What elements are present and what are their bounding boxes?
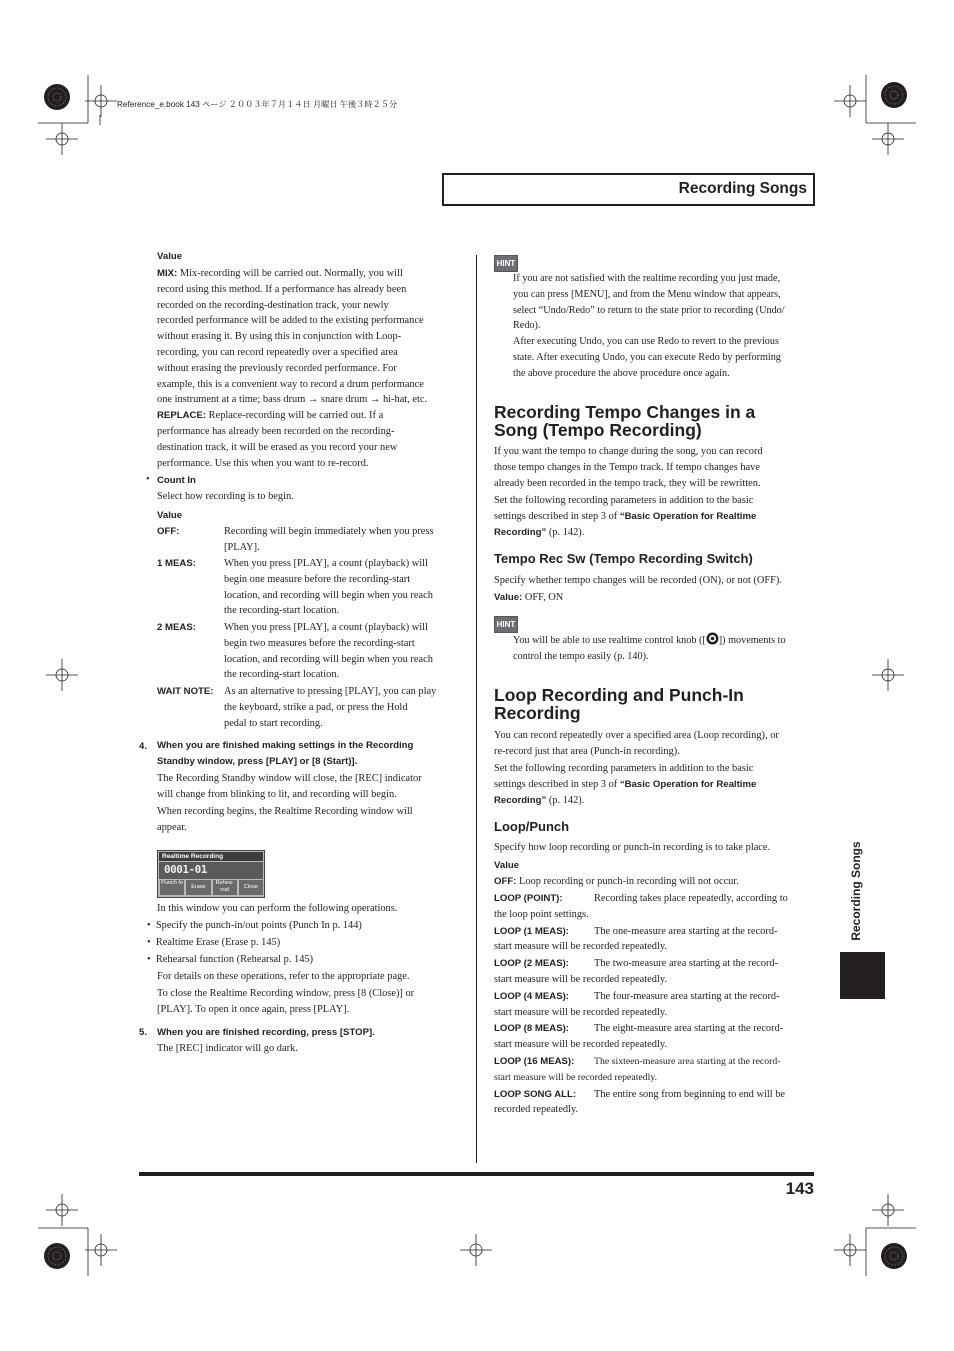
mix-line: record using this method. If a performance has already been	[157, 283, 407, 295]
ops-item-text: Realtime Erase (Erase p. 145)	[155, 936, 281, 948]
hint-line: After executing Undo, you can use Redo to revert to the previous	[513, 336, 779, 348]
loop-option	[494, 924, 816, 940]
loop-text: The one-measure area starting at the record-	[594, 925, 778, 937]
loop-text: The two-measure area starting at the record-	[594, 958, 779, 970]
loop-text: start measure will be recorded repeatedly.	[494, 1039, 667, 1051]
option-line: As an alternative to pressing [PLAY], you can play	[224, 686, 437, 697]
tempo-intro-line: If you want the tempo to change during the song, you can record	[494, 446, 763, 457]
step-4-number: 4.	[139, 741, 148, 752]
mix-line: without erasing it. By using this in conjunction with Loop-	[157, 331, 402, 343]
hint-icon: HINT	[494, 255, 518, 272]
option-line: When you press [PLAY], a count (playback) will	[224, 558, 428, 569]
step-5-number: 5.	[139, 1027, 148, 1038]
mix-line: example, this is a convenient way to record a drum performance	[157, 378, 424, 390]
hint-text: You will be able to use realtime control knob ([	[513, 635, 706, 646]
step-4-result-line: will change from blinking to lit, and recording will begin.	[157, 788, 397, 800]
option-key: WAIT NOTE:	[157, 686, 214, 697]
mix-line: recorded performance will be added to the existing performance	[157, 315, 424, 327]
mix-description	[157, 266, 467, 471]
loop-option	[494, 989, 816, 1005]
replace-line	[157, 408, 467, 424]
loop-key: LOOP (1 MEAS):	[494, 925, 569, 937]
tempo-intro	[494, 444, 763, 491]
ops-item: • Specify the punch-in/out points (Punch In p. 144)	[147, 920, 362, 931]
section-title-line: Loop Recording and Punch-In	[494, 685, 744, 705]
hint-line: the above procedure the above procedure once again.	[513, 367, 730, 379]
ops-detail: For details on these operations, refer to the appropriate page.	[157, 971, 410, 982]
loop-text: The sixteen-measure area starting at the record-	[594, 1055, 781, 1067]
hint-icon: HINT	[494, 616, 518, 633]
loop-key: LOOP (4 MEAS):	[494, 990, 569, 1002]
rehearsal-button[interactable]: Rehea- rsal	[213, 880, 237, 895]
loop-option	[494, 956, 816, 972]
loop-key: LOOP (8 MEAS):	[494, 1023, 569, 1035]
hint-line: state. After executing Undo, you can execute Redo by performing	[513, 351, 781, 363]
footer-rule	[139, 1172, 814, 1176]
count-in-bullet: •	[146, 474, 150, 485]
params-line	[494, 793, 756, 809]
count-in-desc: Select how recording is to begin.	[157, 491, 294, 502]
mix-line: recording, you can record repeatedly over a specified area	[157, 346, 398, 358]
section-loop-recording-title	[494, 686, 744, 722]
step-4-note-line: When recording begins, the Realtime Recording window will	[157, 806, 413, 817]
basic-operation-link[interactable]: “Basic Operation for Realtime	[619, 510, 757, 522]
option-line: begin one measure before the recording-start	[224, 573, 411, 585]
params-line: Set the following recording parameters in addition to the basic	[494, 495, 754, 506]
page-number: 143	[785, 1179, 814, 1198]
side-tab-block	[840, 952, 885, 999]
step-4-result	[157, 771, 422, 803]
screen-counter-area	[159, 862, 263, 879]
params-line: Set the following recording parameters in addition to the basic	[494, 763, 754, 774]
screen-title: Realtime Recording	[159, 852, 263, 861]
loop-text: recorded repeatedly.	[494, 1104, 579, 1116]
hint-line	[513, 632, 818, 649]
ops-item: • Realtime Erase (Erase p. 145)	[147, 936, 281, 948]
loop-option	[494, 1087, 816, 1103]
option-line: [PLAY].	[224, 541, 260, 553]
close-button[interactable]: Close	[239, 880, 263, 895]
realtime-recording-screen	[157, 850, 265, 898]
loop-text: Recording takes place repeatedly, according to	[594, 893, 788, 904]
hint-line: you can press [MENU], and from the Menu window that appears,	[513, 288, 781, 300]
replace-key: REPLACE:	[157, 410, 207, 422]
option-line: location, and recording will begin when you reach	[224, 653, 433, 665]
print-header: Reference_e.book 143 ページ ２００３年７月１４日 月曜日 午後３時２５分	[117, 100, 398, 109]
params-line	[494, 525, 756, 541]
close-line: To close the Realtime Recording window, press [8 (Close)] or	[157, 988, 415, 999]
value-label: Value	[157, 251, 183, 262]
screen-buttons	[160, 880, 263, 895]
step-4-note-line: appear.	[157, 821, 187, 833]
tempo-intro-line: already been recorded in the tempo track, they will be rewritten.	[494, 477, 761, 489]
tempo-rec-sw-title: Tempo Rec Sw (Tempo Recording Switch)	[494, 551, 753, 566]
section-tempo-recording-title	[494, 403, 755, 439]
loop-intro-line: You can record repeatedly over a specified area (Loop recording), or	[494, 730, 779, 741]
ops-item-text: Rehearsal function (Rehearsal p. 145)	[155, 953, 314, 965]
chapter-title: Recording Songs	[678, 180, 807, 197]
basic-operation-link[interactable]: Recording”	[494, 794, 547, 806]
params-line	[494, 509, 756, 525]
loop-key: LOOP (16 MEAS):	[494, 1055, 575, 1067]
hint-line: Redo).	[513, 320, 541, 332]
params-text: settings described in step 3 of	[494, 510, 620, 522]
ops-list	[147, 918, 362, 967]
hint-line: select “Undo/Redo” to return to the state prior to recording (Undo/	[513, 304, 785, 316]
loop-params-note	[494, 761, 756, 808]
step-5-result: The [REC] indicator will go dark.	[157, 1043, 298, 1054]
screen-counter: 0001-01	[164, 863, 207, 876]
tempo-rec-sw-desc: Specify whether tempo changes will be recorded (ON), or not (OFF).	[494, 575, 782, 586]
ops-item: • Rehearsal function (Rehearsal p. 145)	[147, 953, 314, 965]
option-line: begin two measures before the recording-start	[224, 637, 415, 649]
replace-text: Replace-recording will be carried out. If a	[208, 410, 384, 422]
step-4-note	[157, 804, 413, 836]
mix-text: Mix-recording will be carried out. Normally, you will	[179, 268, 403, 279]
section-title-line: Recording	[494, 703, 581, 723]
params-line	[494, 777, 756, 793]
mix-line: recorded on the recording-destination track, your newly	[157, 299, 389, 311]
option-key: 1 MEAS:	[157, 558, 196, 569]
params-text: settings described in step 3 of	[494, 778, 620, 790]
knob-icon	[706, 632, 719, 645]
replace-line: destination track, it will be erased as you record your new	[157, 441, 398, 453]
step-4-result-line: The Recording Standby window will close, the [REC] indicator	[157, 773, 422, 784]
close-instructions	[157, 986, 414, 1018]
value-label-2: Value	[157, 510, 183, 521]
mix-line	[157, 266, 467, 282]
loop-value-label: Value	[494, 860, 520, 871]
side-tab	[836, 830, 886, 1000]
hint-1-text	[513, 271, 818, 382]
loop-off-text: Loop recording or punch-in recording will not occur.	[516, 876, 739, 887]
step-4-line: Standby window, press [PLAY] or [8 (Start)].	[157, 756, 358, 767]
count-in-label: Count In	[157, 475, 196, 486]
page-ref: (p. 142).	[546, 526, 585, 538]
side-tab-label: Recording Songs	[849, 841, 863, 941]
loop-option	[494, 1054, 816, 1070]
option-key: OFF:	[157, 526, 180, 537]
mix-line: one instrument at a time; bass drum → snare drum → hi-hat, etc.	[157, 394, 428, 406]
option-line: the recording-start location.	[224, 669, 340, 681]
replace-line: performance has already been recorded on the recording-	[157, 425, 395, 437]
option-line: When you press [PLAY], a count (playback) will	[224, 622, 428, 633]
mix-key: MIX:	[157, 268, 178, 279]
punch-in-button[interactable]: Punch In	[160, 880, 184, 895]
loop-intro-line: re-record just that area (Punch-in recording).	[494, 745, 680, 757]
hint-2-text	[513, 632, 818, 665]
tempo-rec-sw-value	[494, 590, 563, 606]
loop-intro	[494, 728, 779, 760]
value-text: OFF, ON	[522, 592, 564, 603]
window-ops-intro: In this window you can perform the following operations.	[157, 903, 398, 914]
hint-line: If you are not satisfied with the realtime recording you just made,	[513, 273, 781, 284]
page-ref: (p. 142).	[546, 794, 585, 806]
option-line: Recording will begin immediately when you press	[224, 526, 434, 537]
step-5-instruction: When you are finished recording, press [STOP].	[157, 1027, 375, 1038]
loop-text: start measure will be recorded repeatedly.	[494, 973, 667, 985]
section-title-line: Recording Tempo Changes in a	[494, 402, 756, 422]
loop-key: LOOP (POINT):	[494, 893, 563, 904]
mix-line: without erasing the previously recorded performance. For	[157, 362, 397, 374]
tempo-params-note	[494, 493, 756, 540]
section-title-line: Song (Tempo Recording)	[494, 420, 702, 440]
option-line: the recording-start location.	[224, 605, 340, 617]
option-line: location, and recording will begin when you reach	[224, 589, 433, 601]
loop-text: start measure will be recorded repeatedly.	[494, 941, 667, 953]
loop-off-option	[494, 874, 739, 890]
replace-line: performance. Use this when you want to re-record.	[157, 457, 369, 469]
tempo-intro-line: those tempo changes in the Tempo track. If tempo changes have	[494, 461, 760, 473]
loop-text: The eight-measure area starting at the record-	[594, 1023, 784, 1035]
hint-line: control the tempo easily (p. 140).	[513, 650, 649, 662]
step-4-instruction	[157, 738, 413, 770]
loop-text: start measure will be recorded repeatedly.	[494, 1071, 658, 1083]
chapter-header-box	[442, 173, 815, 206]
loop-punch-title: Loop/Punch	[494, 819, 570, 834]
column-divider	[476, 255, 477, 1163]
basic-operation-link[interactable]: “Basic Operation for Realtime	[619, 778, 757, 790]
loop-key: LOOP (2 MEAS):	[494, 958, 569, 970]
loop-text: the loop point settings.	[494, 908, 589, 920]
loop-text: The entire song from beginning to end will be	[594, 1088, 786, 1100]
option-key: 2 MEAS:	[157, 622, 196, 633]
ops-item-text: Specify the punch-in/out points (Punch In p. 144)	[155, 920, 362, 931]
value-key: Value:	[494, 592, 523, 603]
loop-punch-desc: Specify how loop recording or punch-in recording is to take place.	[494, 842, 771, 853]
basic-operation-link[interactable]: Recording”	[494, 526, 547, 538]
loop-option	[494, 1021, 816, 1037]
option-line: pedal to start recording.	[224, 717, 323, 729]
step-4-line: When you are finished making settings in the Recording	[157, 740, 414, 751]
loop-option	[494, 891, 816, 907]
loop-key: LOOP SONG ALL:	[494, 1088, 577, 1100]
loop-text: start measure will be recorded repeatedly.	[494, 1006, 667, 1018]
hint-text: ]) movements to	[718, 635, 786, 646]
erase-button[interactable]: Erase	[186, 880, 210, 895]
loop-options	[494, 891, 816, 1118]
close-line: [PLAY]. To open it once again, press [PLAY].	[157, 1003, 350, 1015]
loop-off-key: OFF:	[494, 876, 517, 887]
loop-text: The four-measure area starting at the record-	[594, 990, 780, 1002]
option-line: the keyboard, strike a pad, or press the Hold	[224, 701, 408, 713]
